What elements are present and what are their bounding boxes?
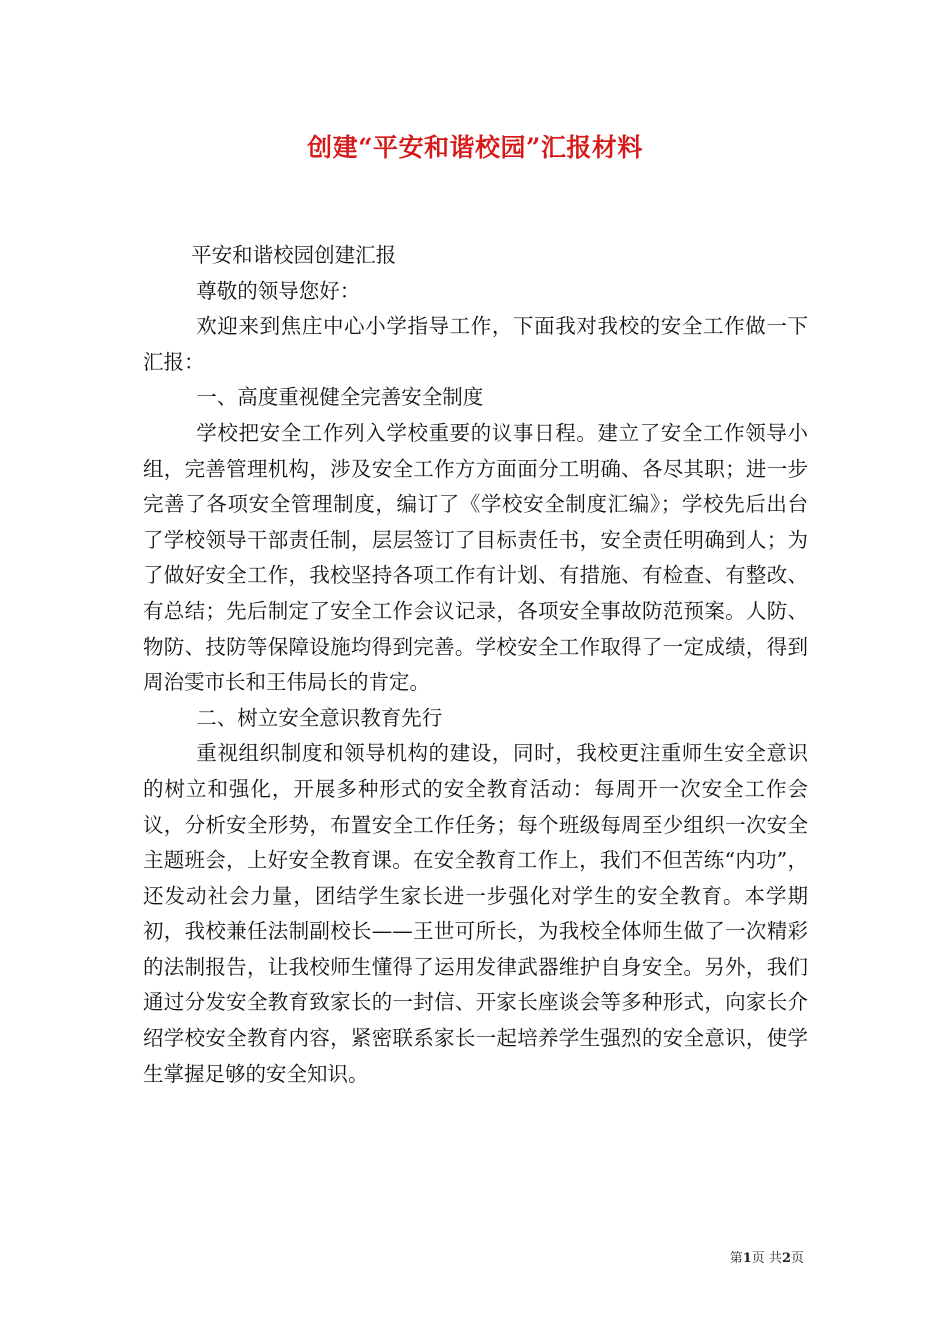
- footer-middle: 页 共: [751, 1251, 782, 1266]
- document-body: [143, 238, 808, 1092]
- footer-prefix: 第: [729, 1251, 743, 1266]
- footer-total-pages: 2: [781, 1251, 791, 1266]
- footer-current-page: 1: [742, 1251, 752, 1266]
- section-heading-2: 二、树立安全意识教育先行: [196, 705, 443, 730]
- intro-paragraph: 欢迎来到焦庄中心小学指导工作，下面我对我校的安全工作做一下汇报：: [143, 314, 808, 374]
- section-2-paragraph: 重视组织制度和领导机构的建设，同时，我校更注重师生安全意识的树立和强化，开展多种形式的安全教育活动：每周开一次安全工作会议，分析安全形势，布置安全工作任务；每个班级每周至少组织一次安全主题班会，上好安全教育课。在安全教育工作上，我们不但苦练“内功”，还发动社会力量，团结学生家长进一步强化对学生的安全教育。本学期初，我校兼任法制副校长——王世可所长，为我校全体师生做了一次精彩的法制报告，让我校师生懂得了运用发律武器维护自身安全。另外，我们通过分发安全教育致家长的一封信、开家长座谈会等多种形式，向家长介绍学校安全教育内容，紧密联系家长一起培养学生强烈的安全意识，使学生掌握足够的安全知识。: [143, 741, 808, 1086]
- section-1-paragraph: 学校把安全工作列入学校重要的议事日程。建立了安全工作领导小组，完善管理机构，涉及安全工作方方面面分工明确、各尽其职；进一步完善了各项安全管理制度，编订了《学校安全制度汇编》；学校先后出台了学校领导干部责任制，层层签订了目标责任书，安全责任明确到人；为了做好安全工作，我校坚持各项工作有计划、有措施、有检查、有整改、有总结；先后制定了安全工作会议记录，各项安全事故防范预案。人防、物防、技防等保障设施均得到完善。学校安全工作取得了一定成绩，得到周治雯市长和王伟局长的肯定。: [143, 420, 808, 695]
- footer-suffix: 页: [790, 1251, 804, 1266]
- document-title: 创建“平安和谐校园”汇报材料: [307, 133, 643, 162]
- section-heading-1: 一、高度重视健全完善安全制度: [196, 385, 484, 410]
- salutation: 尊敬的领导您好：: [196, 278, 361, 303]
- report-subtitle: 平安和谐校园创建汇报: [191, 243, 397, 267]
- page-number-footer: [730, 1247, 804, 1266]
